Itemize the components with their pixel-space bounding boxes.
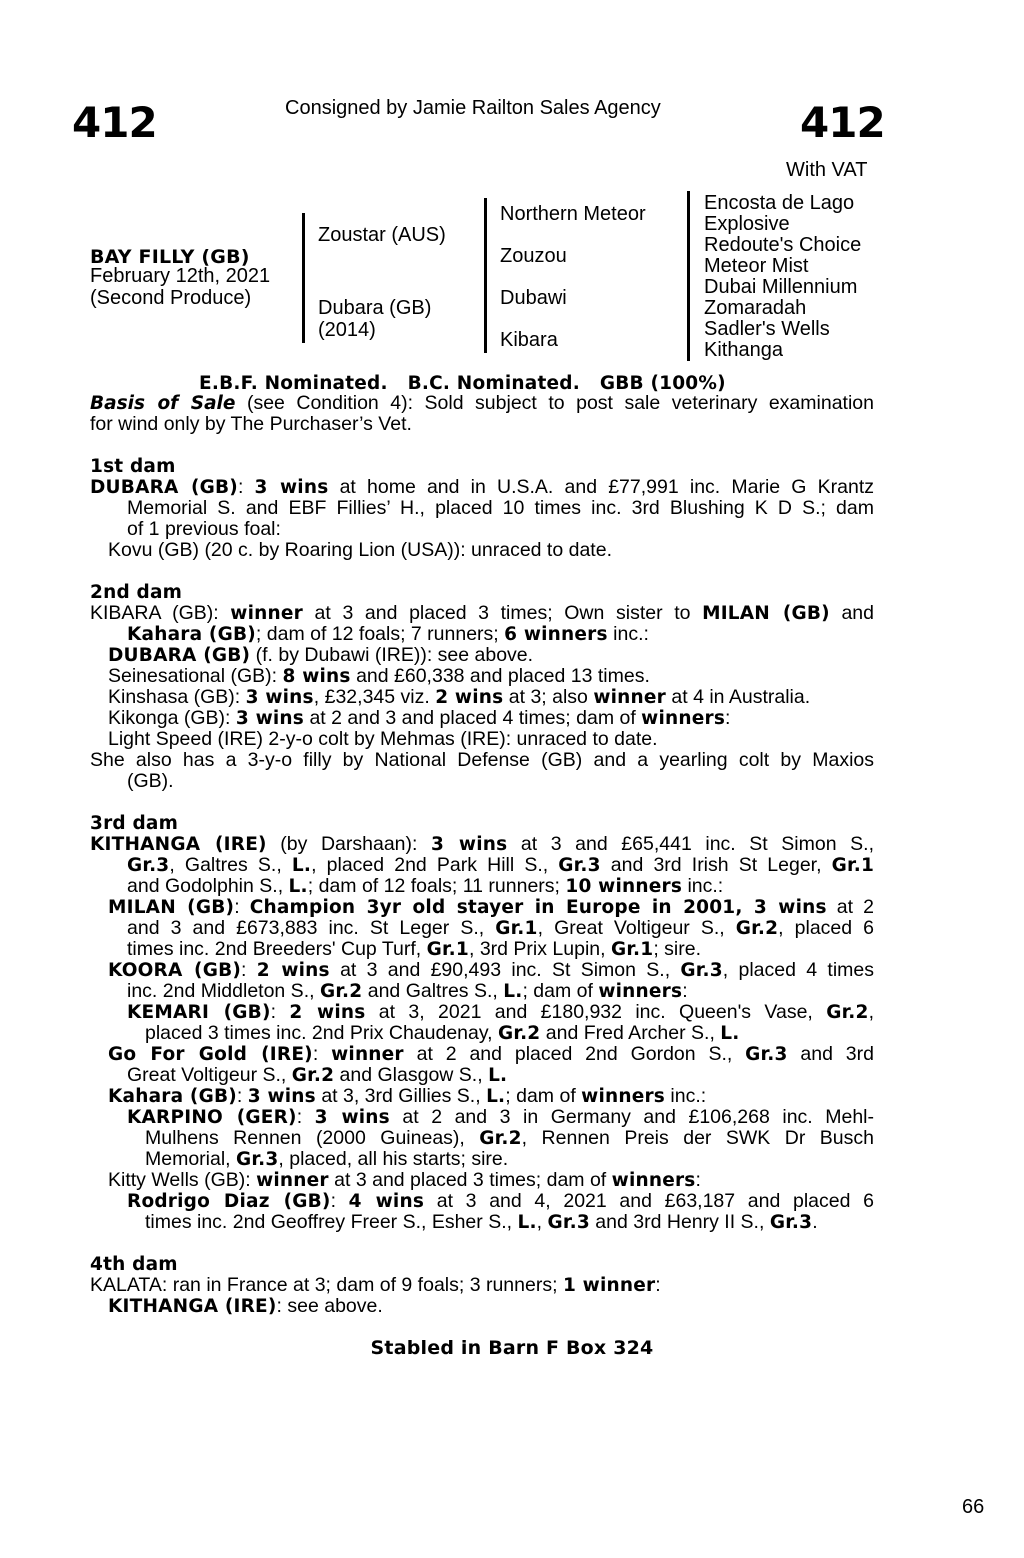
section-heading: 2nd dam (90, 582, 183, 603)
pedigree-line (90, 1296, 874, 1317)
pedigree-gen2-item: Zouzou (500, 245, 567, 267)
nominations: E.B.F. Nominated. B.C. Nominated. GBB (100%) (199, 373, 726, 394)
bold-text: Gr.1 (610, 939, 654, 960)
catalogue-body (90, 456, 874, 1317)
text: Great Voltigeur S., (127, 1064, 292, 1086)
page-number: 66 (962, 1496, 985, 1518)
text: : (682, 980, 688, 1002)
text: , £32,345 viz. (313, 686, 436, 708)
text: Memorial S. and EBF Fillies’ H., placed 10 times inc. 3rd Blushing K D S.; dam (127, 497, 874, 519)
text: times inc. 2nd Breeders' Cup Turf, (127, 938, 427, 960)
text: placed 3 times inc. 2nd Prix Chaudenay, (145, 1022, 498, 1044)
text: , (868, 1001, 874, 1023)
text: and 3rd Irish St Leger, (600, 854, 832, 876)
pedigree-bracket-2 (484, 198, 487, 353)
pedigree-line (90, 897, 874, 918)
bold-text: L. (288, 876, 308, 897)
text: Kinshasa (GB): (108, 686, 246, 708)
bold-text: KITHANGA (IRE) (108, 1296, 277, 1317)
text: (GB). (127, 770, 174, 792)
bold-text: 3 wins (245, 687, 314, 708)
section-gap (90, 561, 874, 582)
pedigree-line (90, 603, 874, 624)
text: , (536, 1211, 548, 1233)
pedigree-line (90, 1149, 874, 1170)
pedigree-bracket-3 (687, 191, 690, 361)
text: Kikonga (GB): (108, 707, 236, 729)
text: . (812, 1211, 818, 1233)
text: : (695, 1169, 701, 1191)
text: at 3, 2021 and £180,932 inc. Queen's Vase, (365, 1001, 827, 1023)
pedigree-sire: Zoustar (AUS) (318, 224, 446, 246)
text: and 3 and £673,883 inc. St Leger S., (127, 917, 496, 939)
text: (by Darshaan): (266, 833, 432, 855)
text: inc.: (665, 1085, 707, 1107)
bold-text: Gr.3 (127, 855, 170, 876)
horse-name: BAY FILLY (GB) (90, 246, 250, 268)
bold-text: 1 winner (562, 1275, 656, 1296)
pedigree-line (90, 834, 874, 855)
pedigree-line (90, 918, 874, 939)
text: of 1 previous foal: (127, 518, 281, 540)
text: inc. 2nd Middleton S., (127, 980, 320, 1002)
bold-text: L. (517, 1212, 537, 1233)
bold-text: winners (641, 708, 726, 729)
bold-text: 3 wins (431, 834, 508, 855)
pedigree-gen3-item: Encosta de Lago (704, 192, 855, 214)
text: at 2 and 3 and placed 4 times; dam of (304, 707, 642, 729)
pedigree-gen3-item: Zomaradah (704, 297, 807, 319)
pedigree-line (90, 540, 874, 561)
text: She also has a 3-y-o filly by National Defense (GB) and a yearling colt by Maxios (90, 749, 874, 771)
pedigree-gen2-item: Dubawi (500, 287, 567, 309)
section-gap (90, 1233, 874, 1254)
pedigree-dam-year: (2014) (318, 319, 376, 341)
text: , placed, all his starts; sire. (278, 1148, 509, 1170)
bold-text: Gr.3 (680, 960, 723, 981)
bold-text: Kahara (GB) (108, 1086, 237, 1107)
pedigree-line (90, 855, 874, 876)
text: : (296, 1106, 315, 1128)
text: : see above. (276, 1295, 383, 1317)
pedigree-gen2-item: Northern Meteor (500, 203, 646, 225)
pedigree-line (90, 1128, 874, 1149)
horse-produce: (Second Produce) (90, 287, 252, 309)
bold-text: L. (291, 855, 312, 876)
pedigree-line (90, 1212, 874, 1233)
bold-text: Gr.2 (319, 981, 363, 1002)
text: Memorial, (145, 1148, 237, 1170)
pedigree-line (90, 477, 874, 498)
lot-number-right: 412 (800, 98, 885, 147)
text: Seinesational (GB): (108, 665, 283, 687)
text: and (829, 602, 874, 624)
bold-text: Gr.2 (479, 1128, 522, 1149)
text: and 3rd Henry II S., (589, 1211, 770, 1233)
pedigree-line (90, 876, 874, 897)
bold-text: Gr.2 (498, 1023, 541, 1044)
section-heading: 3rd dam (90, 813, 179, 834)
text: ; sire. (653, 938, 702, 960)
pedigree-line (90, 498, 874, 519)
section-heading: 1st dam (90, 456, 176, 477)
bold-text: Gr.1 (831, 855, 875, 876)
pedigree-line (90, 1275, 874, 1296)
bold-text: Gr.3 (558, 855, 601, 876)
bold-text: 3 wins (235, 708, 305, 729)
bold-text: winner (230, 603, 303, 624)
text: at 2 (826, 896, 874, 918)
text: inc.: (682, 875, 724, 897)
bold-text: 3 wins (314, 1107, 390, 1128)
pedigree-line (90, 1170, 874, 1191)
text: KIBARA (GB): (90, 602, 231, 624)
text: : (237, 476, 255, 498)
text: at 3 and £90,493 inc. St Simon S., (329, 959, 681, 981)
bold-text: KARPINO (GER) (127, 1107, 297, 1128)
text: : (270, 1001, 290, 1023)
bold-text: 10 winners (565, 876, 683, 897)
bold-text: KITHANGA (IRE) (90, 834, 267, 855)
bold-text: winners (581, 1086, 666, 1107)
bold-text: Gr.2 (291, 1065, 335, 1086)
bold-text: Gr.3 (236, 1149, 279, 1170)
text: at 3 and placed 3 times; dam of (328, 1169, 612, 1191)
bold-text: MILAN (GB) (108, 897, 235, 918)
text: at home and in U.S.A. and £77,991 inc. Marie G Krantz (328, 476, 874, 498)
vat-status: With VAT (786, 159, 868, 181)
text: Mulhens Rennen (2000 Guineas), (145, 1127, 480, 1149)
text: at 3 and £65,441 inc. St Simon S., (507, 833, 875, 855)
text: ; dam of (505, 1085, 582, 1107)
text: , Great Voltigeur S., (537, 917, 736, 939)
text: at 3, 3rd Gillies S., (315, 1085, 487, 1107)
text: : (236, 1085, 248, 1107)
basis-text: (see Condition 4): Sold subject to post sale veterinary examination (235, 392, 874, 414)
text: and Fred Archer S., (540, 1022, 721, 1044)
consignor: Consigned by Jamie Railton Sales Agency (285, 97, 661, 119)
pedigree-gen3-item: Sadler's Wells (704, 318, 830, 340)
text: and £60,338 and placed 13 times. (350, 665, 650, 687)
bold-text: 8 wins (282, 666, 351, 687)
bold-text: winner (331, 1044, 404, 1065)
text: , 3rd Prix Lupin, (468, 938, 611, 960)
text: Kovu (GB) (20 c. by Roaring Lion (USA)): unraced to date. (108, 539, 612, 561)
text: : (312, 1043, 332, 1065)
bold-text: winners (598, 981, 683, 1002)
basis-of-sale (90, 393, 874, 435)
pedigree-gen2-item: Kibara (500, 329, 558, 351)
pedigree-line (90, 1086, 874, 1107)
pedigree-dam: Dubara (GB) (318, 297, 432, 319)
text: and 3rd (787, 1043, 874, 1065)
text: and Godolphin S., (127, 875, 289, 897)
bold-text: 2 wins (435, 687, 504, 708)
lot-number-left: 412 (72, 98, 157, 147)
text: and Glasgow S., (334, 1064, 489, 1086)
bold-text: 3 wins (254, 477, 329, 498)
bold-text: 2 wins (289, 1002, 366, 1023)
text: at 2 and placed 2nd Gordon S., (403, 1043, 746, 1065)
text: , placed 4 times (722, 959, 874, 981)
bold-text: 6 winners (504, 624, 608, 645)
bold-text: Gr.3 (745, 1044, 788, 1065)
bold-text: winner (593, 687, 666, 708)
bold-text: Gr.2 (735, 918, 779, 939)
basis-text: for wind only by The Purchaser’s Vet. (90, 413, 412, 435)
text: at 3 and placed 3 times; Own sister to (302, 602, 703, 624)
bold-text: 4 wins (348, 1191, 425, 1212)
text: ; dam of 12 foals; 7 runners; (255, 623, 505, 645)
text: , placed 6 (778, 917, 875, 939)
pedigree-line (90, 1065, 874, 1086)
bold-text: Rodrigo Diaz (GB) (127, 1191, 331, 1212)
bold-text: winner (256, 1170, 329, 1191)
bold-text: L. (486, 1086, 506, 1107)
stabling-info: Stabled in Barn F Box 324 (370, 1337, 654, 1359)
bold-text: 3 wins (247, 1086, 316, 1107)
pedigree-line (90, 624, 874, 645)
pedigree-gen3-item: Redoute's Choice (704, 234, 862, 256)
bold-text: Gr.3 (769, 1212, 813, 1233)
bold-text: Kahara (GB) (127, 624, 256, 645)
text: (f. by Dubawi (IRE)): see above. (250, 644, 534, 666)
bold-text: L. (503, 981, 523, 1002)
bold-text: L. (720, 1023, 740, 1044)
text: , Galtres S., (169, 854, 292, 876)
bold-text: Go For Gold (IRE) (108, 1044, 313, 1065)
text: at 3 and 4, 2021 and £63,187 and placed 6 (424, 1190, 874, 1212)
pedigree-line (90, 708, 874, 729)
bold-text: Gr.1 (495, 918, 538, 939)
pedigree-line (90, 960, 874, 981)
pedigree-line (90, 771, 874, 792)
text: Light Speed (IRE) 2-y-o colt by Mehmas (IRE): unraced to date. (108, 728, 658, 750)
pedigree-gen3-item: Dubai Millennium (704, 276, 858, 298)
text: at 4 in Australia. (665, 686, 811, 708)
pedigree-line (90, 981, 874, 1002)
text: ; dam of (522, 980, 599, 1002)
text: : (725, 707, 731, 729)
pedigree-line (90, 1107, 874, 1128)
bold-text: L. (488, 1065, 508, 1086)
text: inc.: (607, 623, 649, 645)
bold-text: KEMARI (GB) (127, 1002, 271, 1023)
pedigree-line (90, 1002, 874, 1023)
bold-text: Gr.2 (826, 1002, 869, 1023)
pedigree-gen3-item: Kithanga (704, 339, 783, 361)
bold-text: 2 wins (256, 960, 330, 981)
pedigree-line (90, 519, 874, 540)
section-heading: 4th dam (90, 1254, 178, 1275)
bold-text: Gr.1 (426, 939, 469, 960)
pedigree-line (90, 1023, 874, 1044)
text: KALATA: ran in France at 3; dam of 9 foals; 3 runners; (90, 1274, 563, 1296)
text: ; dam of 12 foals; 11 runners; (307, 875, 566, 897)
bold-text: winners (611, 1170, 696, 1191)
text: : (234, 896, 250, 918)
bold-text: DUBARA (GB) (108, 645, 251, 666)
text: at 3; also (503, 686, 594, 708)
pedigree-line (90, 750, 874, 771)
section-gap (90, 792, 874, 813)
text: : (241, 959, 257, 981)
basis-label: Basis of Sale (90, 393, 236, 414)
bold-text: Champion 3yr old stayer in Europe in 2001, 3 wins (249, 897, 827, 918)
bold-text: KOORA (GB) (108, 960, 242, 981)
pedigree-line (90, 1191, 874, 1212)
pedigree-line (90, 939, 874, 960)
text: , placed 2nd Park Hill S., (311, 854, 559, 876)
bold-text: Gr.3 (547, 1212, 590, 1233)
text: at 2 and 3 in Germany and £106,268 inc. Mehl- (389, 1106, 874, 1128)
pedigree-gen3-item: Explosive (704, 213, 790, 235)
text: times inc. 2nd Geoffrey Freer S., Esher S., (145, 1211, 518, 1233)
pedigree-line (90, 729, 874, 750)
horse-dob: February 12th, 2021 (90, 265, 271, 287)
bold-text: DUBARA (GB) (90, 477, 238, 498)
pedigree-line (90, 687, 874, 708)
pedigree-bracket-1 (302, 213, 305, 343)
text: : (330, 1190, 349, 1212)
pedigree-line (90, 645, 874, 666)
pedigree-line (90, 666, 874, 687)
text: and Galtres S., (362, 980, 504, 1002)
text: : (655, 1274, 661, 1296)
pedigree-gen3-item: Meteor Mist (704, 255, 809, 277)
bold-text: MILAN (GB) (702, 603, 830, 624)
text: , Rennen Preis der SWK Dr Busch (521, 1127, 874, 1149)
text: Kitty Wells (GB): (108, 1169, 257, 1191)
pedigree-line (90, 1044, 874, 1065)
